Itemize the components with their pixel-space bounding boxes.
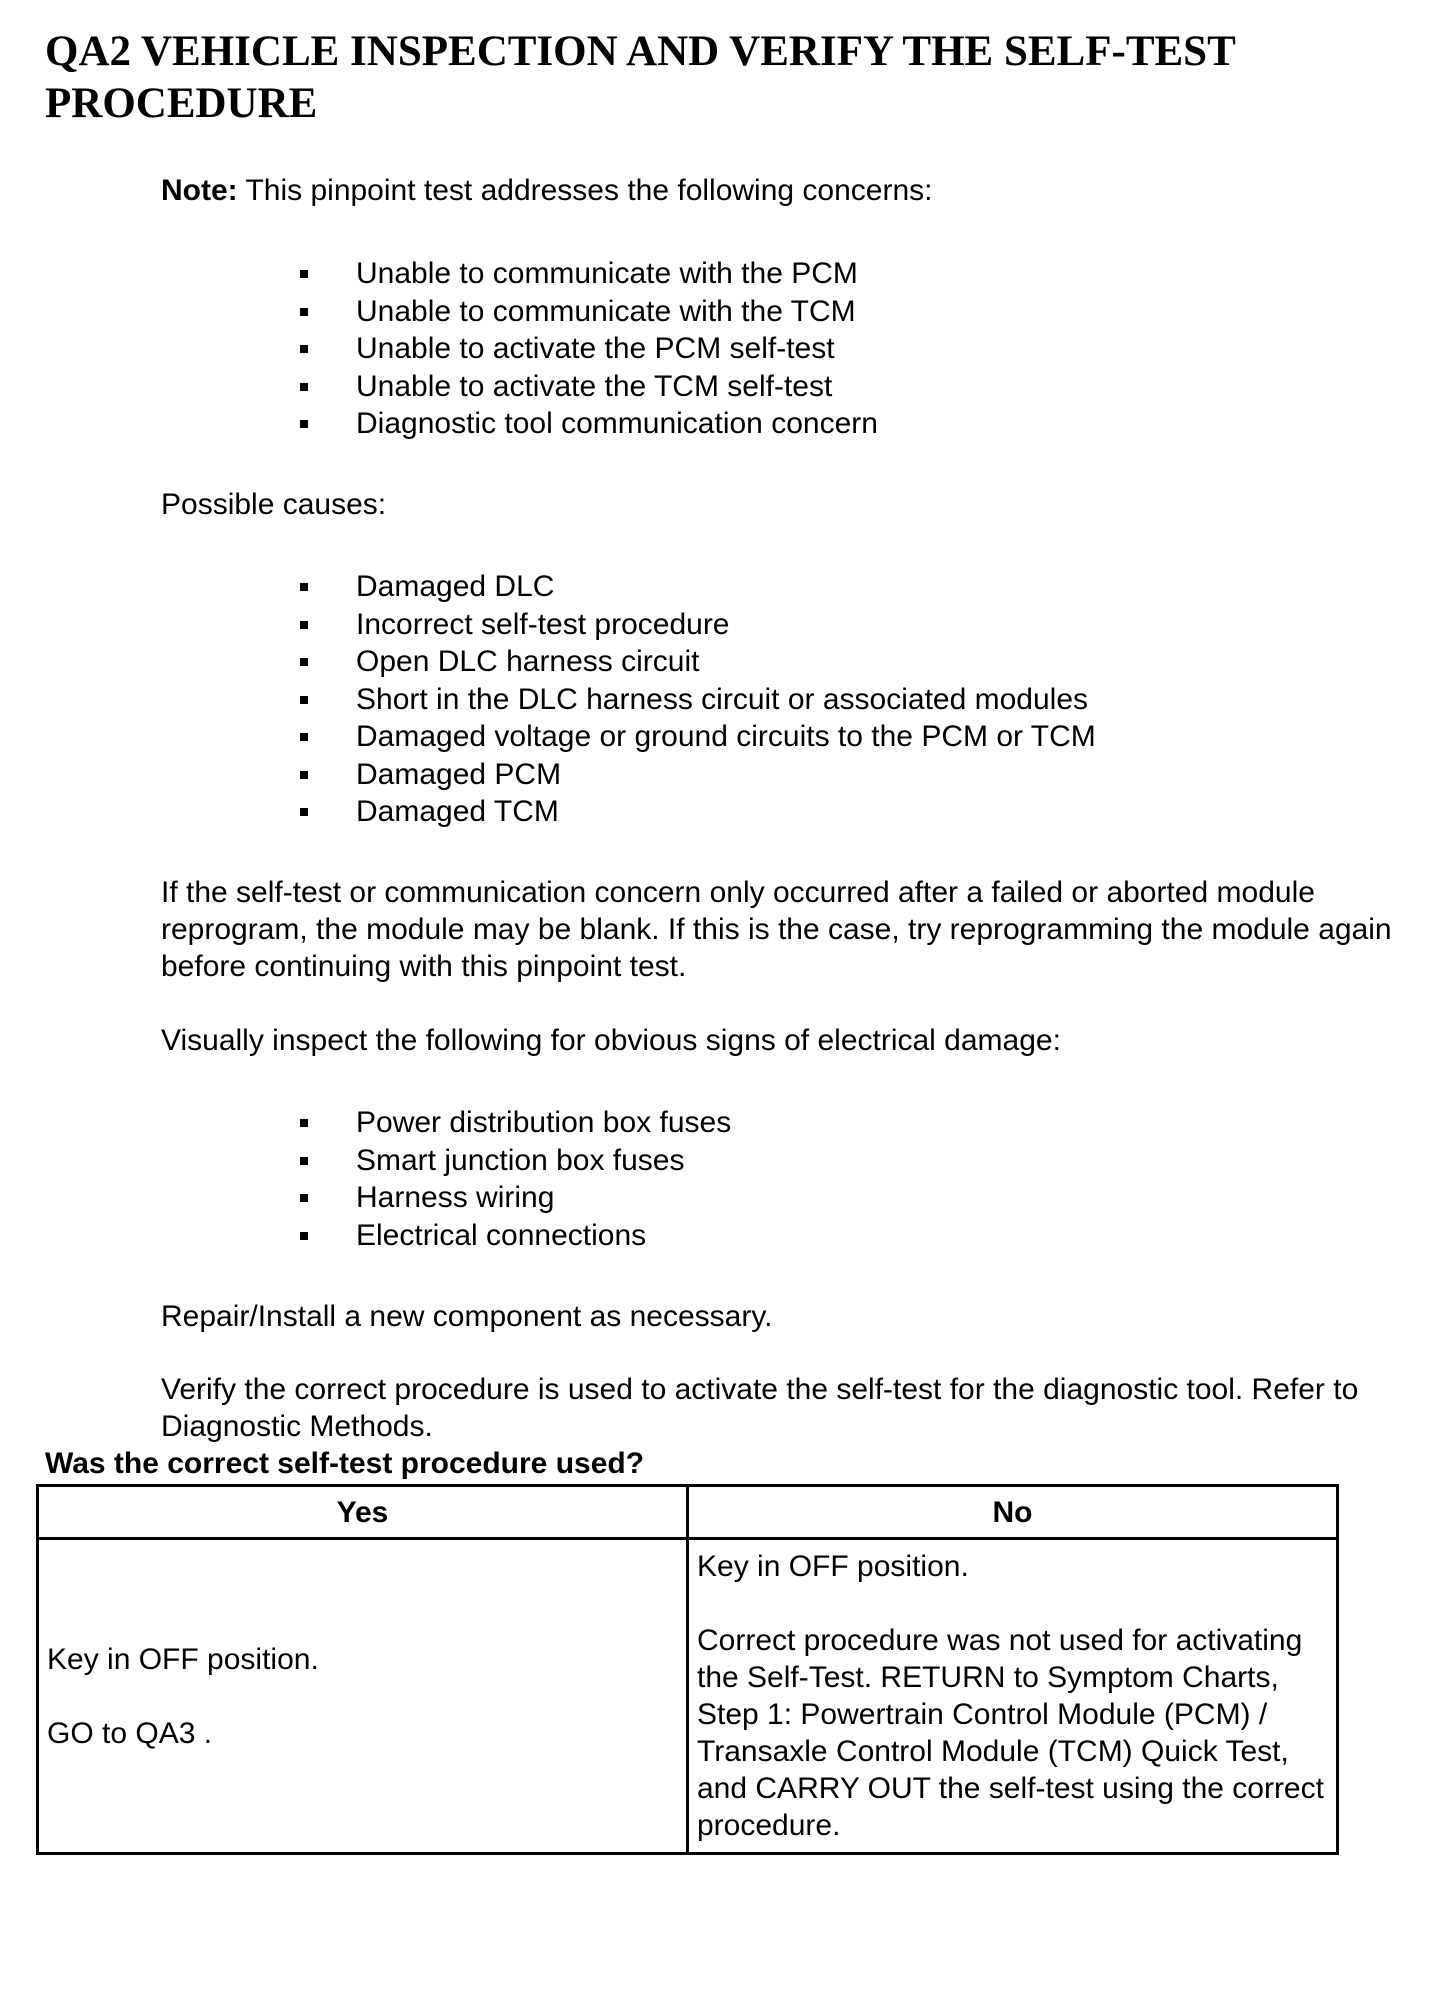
bullet-icon — [300, 696, 308, 704]
reprogram-paragraph: If the self-test or communication concern only occurred after a failed or aborted module reprogram, the module may be blank. If this is the case, try reprogramming the module again before continuing with this pinpoint test. — [161, 876, 1392, 983]
bullet-icon — [300, 733, 308, 741]
list-item: Harness wiring — [298, 1179, 731, 1217]
yes-key-off: Key in OFF position. — [47, 1642, 319, 1676]
yes-goto-link[interactable]: GO to QA3 . — [47, 1716, 213, 1750]
header-no: No — [688, 1486, 1338, 1539]
bullet-icon — [300, 771, 308, 779]
bullet-icon — [300, 1157, 308, 1165]
page-title: QA2 VEHICLE INSPECTION AND VERIFY THE SELF-TEST PROCEDURE — [45, 28, 1235, 127]
no-key-off: Key in OFF position. — [697, 1550, 969, 1583]
bullet-icon — [300, 383, 308, 391]
list-item: Unable to activate the TCM self-test — [298, 368, 878, 406]
bullet-icon — [300, 420, 308, 428]
list-item: Electrical connections — [298, 1217, 731, 1255]
list-item: Unable to activate the PCM self-test — [298, 330, 878, 368]
note-label: Note: — [161, 174, 238, 207]
list-item: Power distribution box fuses — [298, 1104, 731, 1142]
answer-table — [36, 1484, 1339, 1855]
list-item: Smart junction box fuses — [298, 1142, 731, 1180]
bullet-icon — [300, 583, 308, 591]
bullet-icon — [300, 308, 308, 316]
bullet-icon — [300, 621, 308, 629]
repair-paragraph: Repair/Install a new component as necessary. — [161, 1300, 773, 1333]
bullet-icon — [300, 1194, 308, 1202]
list-item: Unable to communicate with the TCM — [298, 293, 878, 331]
list-item: Diagnostic tool communication concern — [298, 405, 878, 443]
note-text: This pinpoint test addresses the following concerns: — [245, 174, 933, 207]
question-heading: Was the correct self-test procedure used? — [45, 1447, 645, 1480]
list-item: Incorrect self-test procedure — [298, 606, 1096, 644]
note-paragraph — [161, 172, 1421, 209]
list-item: Short in the DLC harness circuit or associated modules — [298, 681, 1096, 719]
causes-list — [298, 568, 1096, 831]
causes-heading: Possible causes: — [161, 488, 387, 521]
verify-paragraph: Verify the correct procedure is used to activate the self-test for the diagnostic tool. Refer to Diagnostic Methods. — [161, 1373, 1359, 1443]
list-item: Damaged PCM — [298, 756, 1096, 794]
list-item: Damaged TCM — [298, 793, 1096, 831]
bullet-icon — [300, 1232, 308, 1240]
list-item: Open DLC harness circuit — [298, 643, 1096, 681]
list-item: Damaged voltage or ground circuits to the PCM or TCM — [298, 718, 1096, 756]
bullet-icon — [300, 1119, 308, 1127]
table-row — [38, 1539, 1338, 1854]
inspect-list — [298, 1104, 731, 1254]
list-item: Unable to communicate with the PCM — [298, 255, 878, 293]
bullet-icon — [300, 658, 308, 666]
bullet-icon — [300, 345, 308, 353]
no-cell — [688, 1539, 1338, 1854]
table-header-row — [38, 1486, 1338, 1539]
bullet-icon — [300, 270, 308, 278]
concerns-list — [298, 255, 878, 443]
inspect-heading: Visually inspect the following for obvious signs of electrical damage: — [161, 1024, 1061, 1057]
yes-cell — [38, 1539, 688, 1854]
header-yes: Yes — [38, 1486, 688, 1539]
no-return-instructions: Correct procedure was not used for activating the Self-Test. RETURN to Symptom Charts, Step 1: Powertrain Control Module (PCM) / Transaxle Control Module (TCM) Quick Test, and CARRY OUT the self-test using the correct procedure. — [697, 1624, 1324, 1842]
list-item: Damaged DLC — [298, 568, 1096, 606]
bullet-icon — [300, 808, 308, 816]
